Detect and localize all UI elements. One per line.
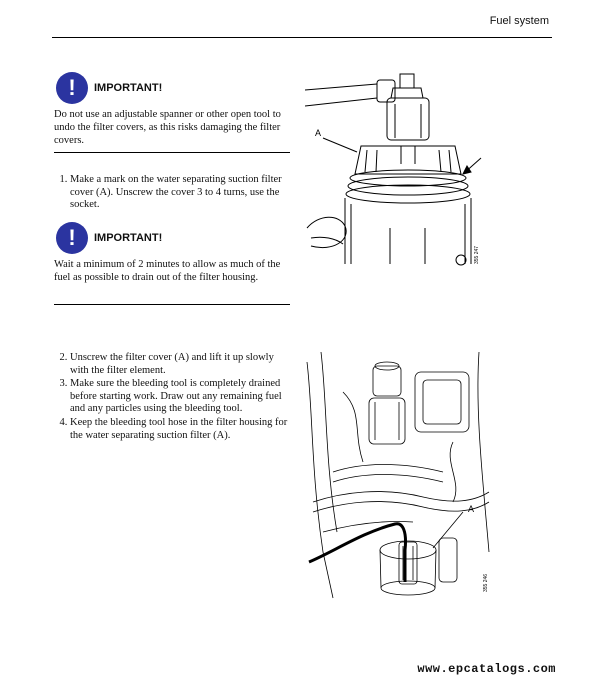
figure-reference: 355 247 — [474, 245, 480, 264]
filter-cover-socket-illustration — [305, 68, 485, 270]
callout-a: A — [315, 128, 322, 138]
notice-divider — [54, 152, 290, 153]
important-text: Wait a minimum of 2 minutes to allow as much of the fuel as possible to drain out of the filter housing. — [54, 259, 281, 283]
important-notice-2 — [54, 222, 290, 284]
list-item: 4. Keep the bleeding tool hose in the filter housing for the water separating suction filter (A). — [70, 417, 292, 442]
watermark: www.epcatalogs.com — [417, 662, 556, 676]
callout-a: A — [468, 504, 475, 514]
figure-reference: 355 246 — [483, 573, 489, 592]
header-divider — [52, 37, 552, 38]
notice-divider — [54, 304, 290, 305]
list-item: 3. Make sure the bleeding tool is completely drained before starting work. Draw out any remaining fuel and any particles using the bleeding tool. — [70, 378, 292, 416]
engine-bay-filter-illustration — [303, 352, 493, 602]
important-text: Do not use an adjustable spanner or other open tool to undo the filter covers, as this risks damaging the filter covers. — [54, 109, 281, 146]
list-item: 2. Unscrew the filter cover (A) and lift it up slowly with the filter element. — [70, 352, 292, 377]
exclamation-icon: ! — [56, 222, 88, 254]
section-title: Fuel system — [489, 15, 549, 27]
important-label: IMPORTANT! — [94, 82, 163, 94]
step-list-1 — [54, 174, 292, 213]
step-list-2 — [54, 352, 292, 443]
list-item: 1. Make a mark on the water separating suction filter cover (A). Unscrew the cover 3 to 4 turns, use the socket. — [70, 174, 292, 212]
important-label: IMPORTANT! — [94, 232, 163, 244]
important-notice-1 — [54, 72, 290, 147]
exclamation-icon: ! — [56, 72, 88, 104]
